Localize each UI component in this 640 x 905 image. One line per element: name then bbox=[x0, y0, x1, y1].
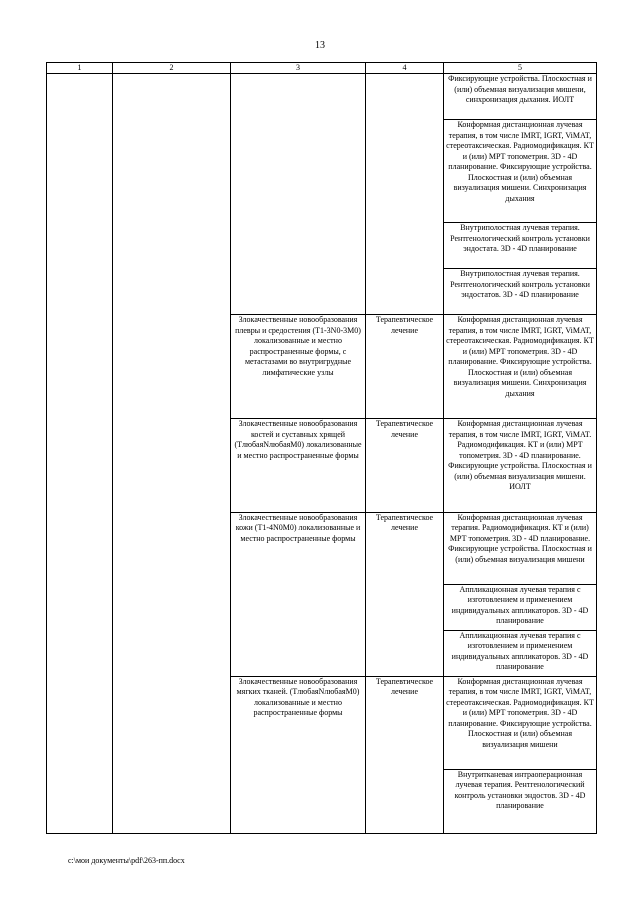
cell-col-3 bbox=[231, 769, 366, 833]
cell-col-4 bbox=[366, 630, 444, 676]
cell-col-4 bbox=[366, 74, 444, 120]
cell-col-4 bbox=[366, 269, 444, 315]
header-col-5: 5 bbox=[444, 63, 597, 74]
cell-col-5: Внутритканевая интраоперационная лучевая терапия. Рентгенологический контроль установки эндостов. 3D - 4D планирование bbox=[444, 769, 597, 833]
table-header-row bbox=[47, 63, 597, 74]
cell-col-4 bbox=[366, 584, 444, 630]
cell-col-3 bbox=[231, 74, 366, 120]
cell-col-4: Терапевтическое лечение bbox=[366, 315, 444, 419]
cell-col-5: Конформная дистанционная лучевая терапия, в том числе IMRT, IGRT, ViMAT. Радиомодификация. КТ и (или) МРТ топометрия. 3D - 4D планирование. Фиксирующие устройства. Плоскостная и (или) объемная визуализация мишени. ИОЛТ bbox=[444, 419, 597, 512]
cell-col-3 bbox=[231, 269, 366, 315]
cell-col-5: Конформная дистанционная лучевая терапия, в том числе IMRT, IGRT, ViMAT, стереотаксическая. Радиомодификация. КТ и (или) МРТ топометрия. 3D - 4D планирование. Фиксирующие устройства. Плоскостная и (или) объемная визуализация мишени bbox=[444, 676, 597, 769]
cell-col-5: Внутриполостная лучевая терапия. Рентгенологический контроль установки эндостата. 3D - 4D планирование bbox=[444, 223, 597, 269]
cell-col-5: Конформная дистанционная лучевая терапия, в том числе IMRT, IGRT, ViMAT, стереотаксическая. Радиомодификация. КТ и (или) МРТ топометрия. 3D - 4D планирование. Фиксирующие устройства. Плоскостная и (или) объемная визуализация мишени. Синхронизация дыхания bbox=[444, 315, 597, 419]
cell-col-5: Аппликационная лучевая терапия с изготовлением и применением индивидуальных аппликаторов. 3D - 4D планирование bbox=[444, 584, 597, 630]
cell-col-4 bbox=[366, 223, 444, 269]
cell-col-2-merged bbox=[113, 74, 231, 834]
cell-col-4: Терапевтическое лечение bbox=[366, 512, 444, 584]
cell-col-5: Внутриполостная лучевая терапия. Рентгенологический контроль установки эндостатов. 3D - 4D планирование bbox=[444, 269, 597, 315]
cell-col-4 bbox=[366, 120, 444, 223]
cell-col-3: Злокачественные новообразования мягких тканей. (TлюбаяNлюбаяM0) локализованные и местно распространенные формы bbox=[231, 676, 366, 769]
cell-col-4 bbox=[366, 769, 444, 833]
page-number: 13 bbox=[315, 40, 325, 51]
cell-col-3 bbox=[231, 223, 366, 269]
cell-col-4: Терапевтическое лечение bbox=[366, 676, 444, 769]
table-body bbox=[47, 74, 597, 834]
document-table bbox=[46, 62, 597, 834]
header-col-4: 4 bbox=[366, 63, 444, 74]
cell-col-3 bbox=[231, 584, 366, 630]
cell-col-4: Терапевтическое лечение bbox=[366, 419, 444, 512]
cell-col-1-merged bbox=[47, 74, 113, 834]
cell-col-5: Фиксирующие устройства. Плоскостная и (или) объемная визуализация мишени, синхронизация дыхания. ИОЛТ bbox=[444, 74, 597, 120]
cell-col-5: Аппликационная лучевая терапия с изготовлением и применением индивидуальных аппликаторов. 3D - 4D планирование bbox=[444, 630, 597, 676]
cell-col-5: Конформная дистанционная лучевая терапия, в том числе IMRT, IGRT, ViMAT, стереотаксическая. Радиомодификация. КТ и (или) МРТ топометрия. 3D - 4D планирование. Фиксирующие устройства. Плоскостная и (или) объемная визуализация мишени. Синхронизация дыхания bbox=[444, 120, 597, 223]
footer-file-path: c:\мои документы\pdf\263-пп.docx bbox=[68, 856, 185, 865]
header-col-3: 3 bbox=[231, 63, 366, 74]
cell-col-5: Конформная дистанционная лучевая терапия. Радиомодификация. КТ и (или) МРТ топометрия. 3D - 4D планирование. Фиксирующие устройства. Плоскостная и (или) объемная визуализация мишени bbox=[444, 512, 597, 584]
cell-col-3: Злокачественные новообразования кожи (T1-4N0M0) локализованные и местно распространенные формы bbox=[231, 512, 366, 584]
header-col-1: 1 bbox=[47, 63, 113, 74]
cell-col-3: Злокачественные новообразования костей и суставных хрящей (TлюбаяNлюбаяM0) локализованные и местно распространенные формы bbox=[231, 419, 366, 512]
cell-col-3 bbox=[231, 120, 366, 223]
cell-col-3 bbox=[231, 630, 366, 676]
header-col-2: 2 bbox=[113, 63, 231, 74]
table-row bbox=[47, 74, 597, 120]
cell-col-3: Злокачественные новообразования плевры и средостения (T1-3N0-3M0) локализованные и местно распространенные формы, с метастазами во внутригрудные лимфатические узлы bbox=[231, 315, 366, 419]
